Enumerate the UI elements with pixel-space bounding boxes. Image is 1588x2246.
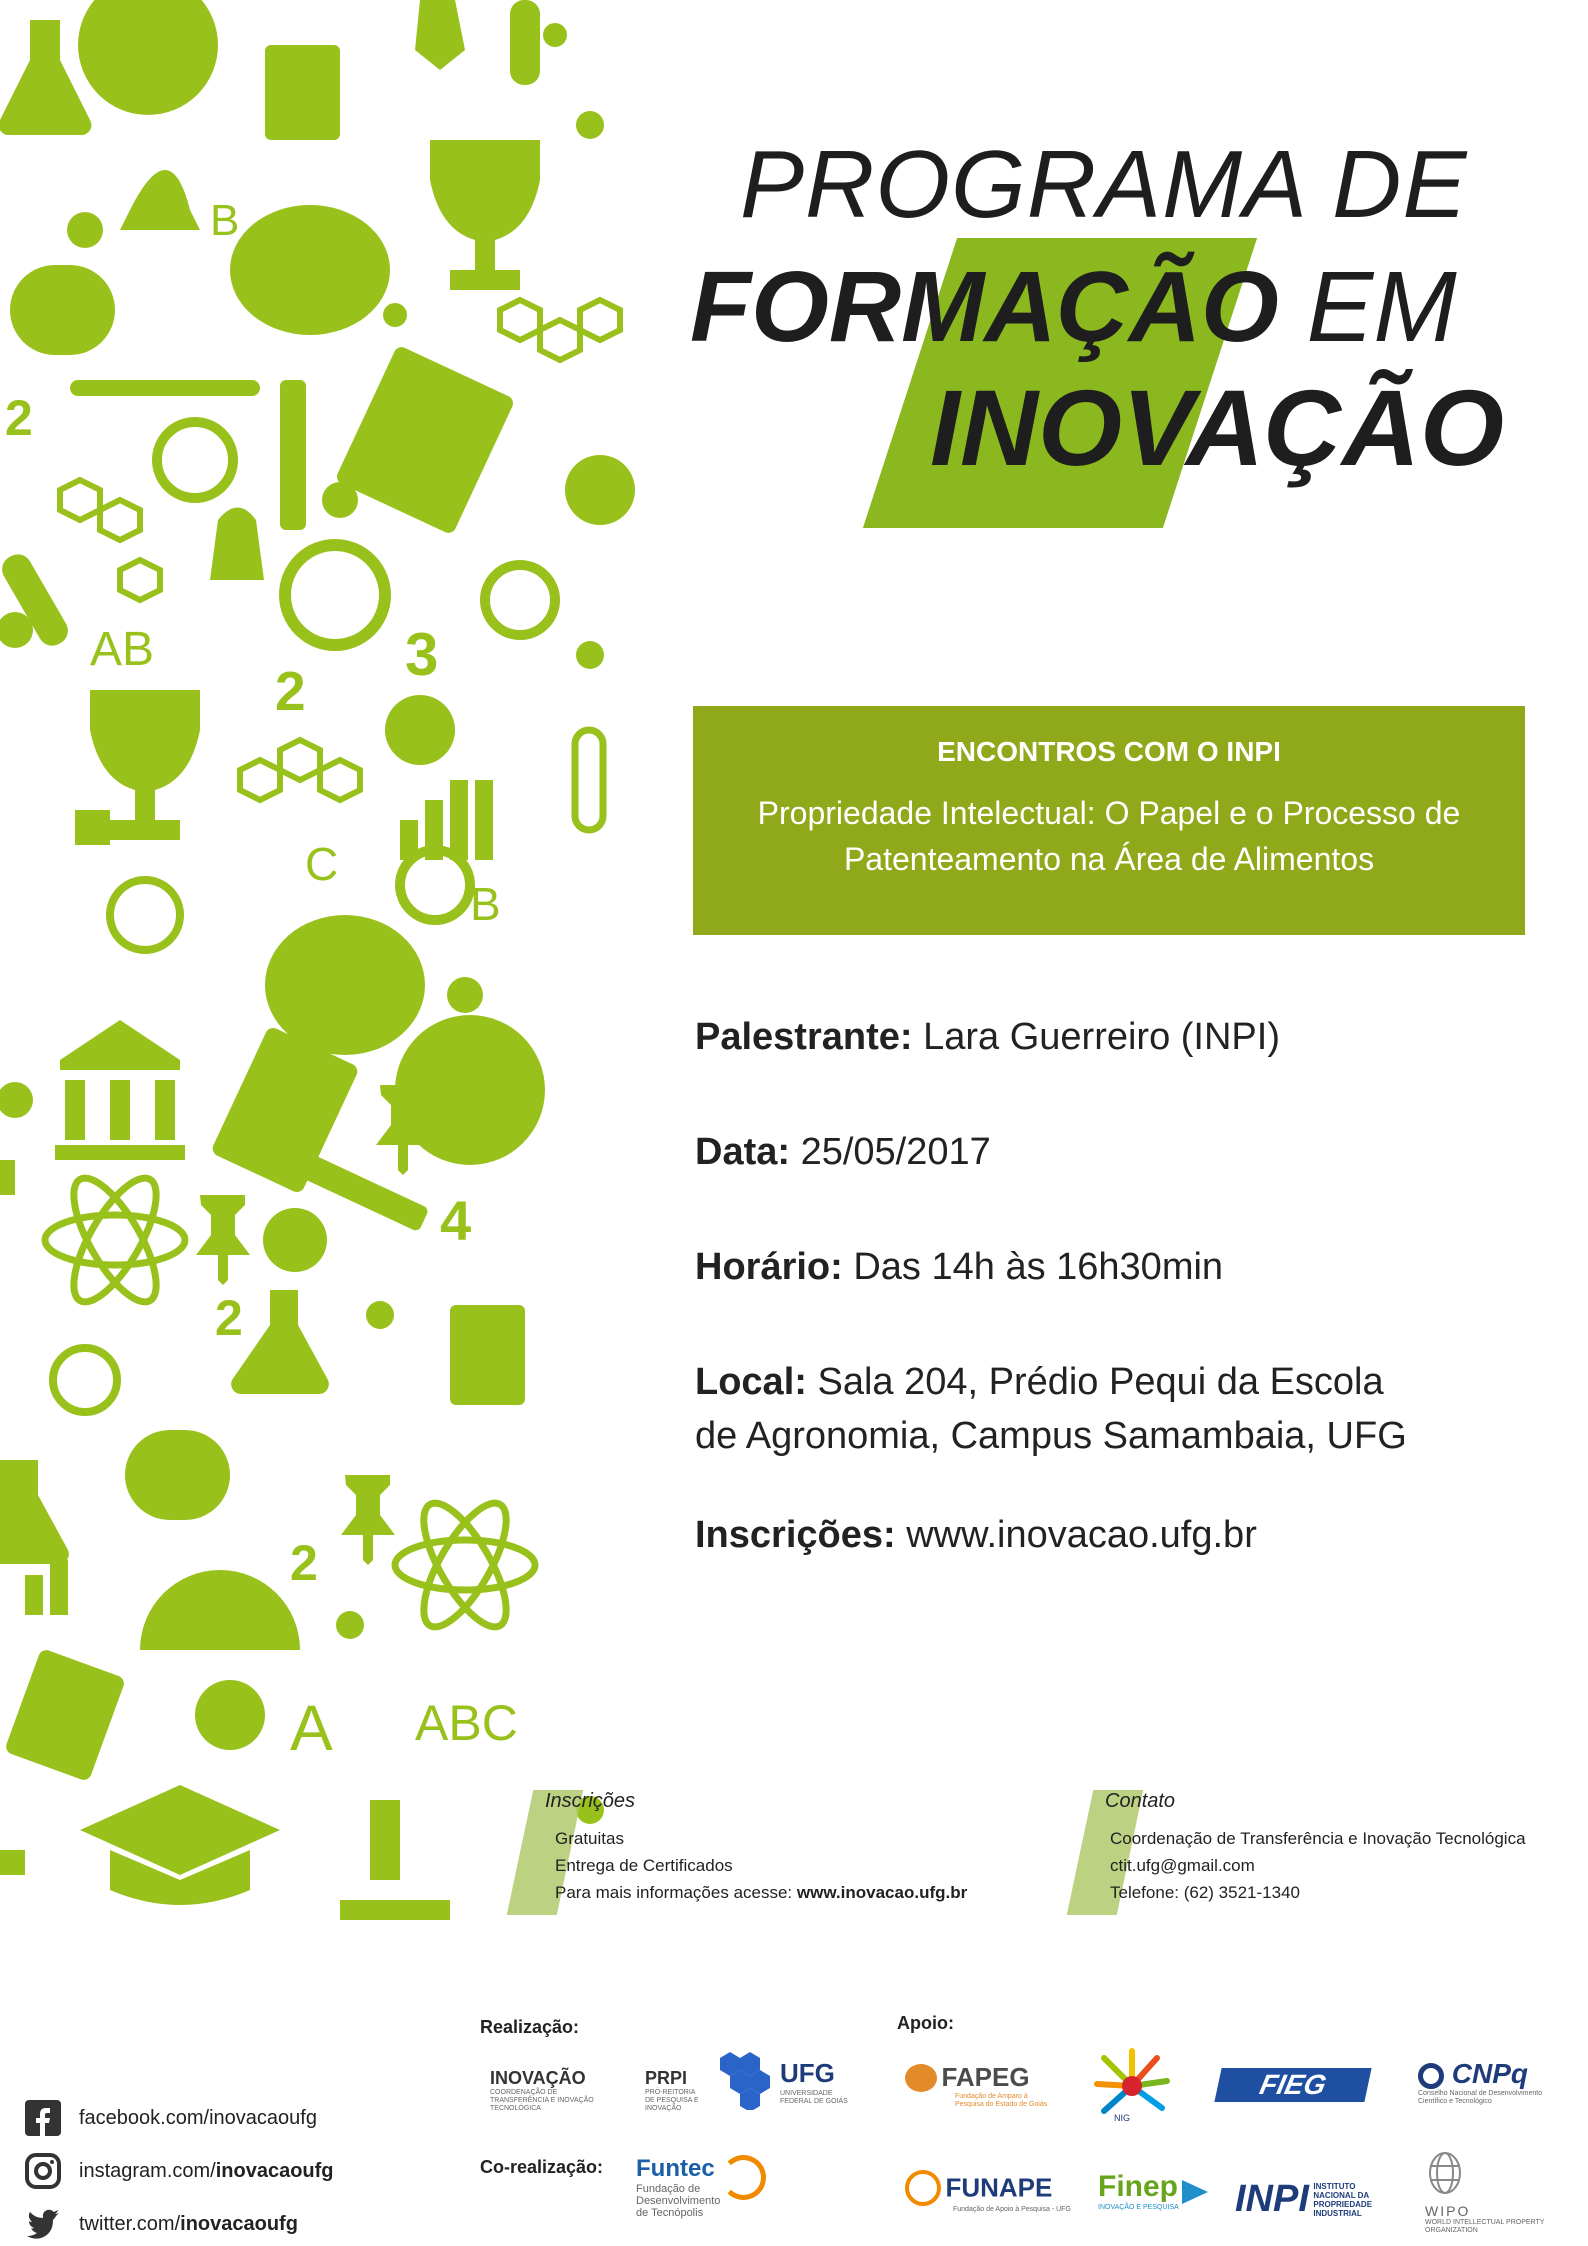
inpi-logo-subtext: INSTITUTO NACIONAL DA PROPRIEDADE INDUSTRIAL [1313,2181,1373,2218]
finep-logo-text: Finep [1098,2170,1178,2203]
date-value: 25/05/2017 [800,1131,991,1173]
svg-text:4: 4 [440,1189,472,1252]
time-label: Horário: [695,1246,843,1288]
contact-heading: Contato [1105,1790,1176,1812]
palette-icon [265,915,425,1055]
funape-mark-icon [905,2170,941,2206]
apple-icon [385,695,455,765]
nig-logo [1092,2046,1172,2126]
magnifier-icon [485,565,555,635]
trophy-icon [430,140,540,290]
event-subtitle-line-1: Propriedade Intelectual: O Papel e o Processo de [757,795,1461,831]
svg-text:ABC: ABC [415,1695,518,1751]
rocket-icon [415,0,465,70]
cnpq-mark-icon [1418,2063,1444,2089]
apple-icon [195,1680,265,1750]
svg-text:C: C [305,838,339,890]
registration-info-heading: Inscrições [545,1790,636,1812]
registration-info-link[interactable]: www.inovacao.ufg.br [796,1883,968,1902]
flask-icon [0,20,91,135]
fieg-logo [1214,2068,1371,2102]
inovacao-logo-text: INOVAÇÃO [490,2068,586,2088]
place-label: Local: [695,1361,807,1403]
flask-icon [231,1290,329,1394]
magnifier-icon [157,422,233,498]
registration-label: Inscrições: [695,1514,896,1556]
notebook-icon [4,1648,126,1782]
funtec-logo [636,2155,776,2219]
realizacao-label: Realização: [480,2017,580,2037]
cnpq-logo-label: CNPq [1451,2058,1529,2089]
inpi-logo [1235,2178,1415,2221]
funape-logo [905,2170,1075,2214]
square-icon [75,810,110,845]
facebook-link[interactable] [25,2100,317,2136]
pencil-icon [280,380,306,530]
pushpin-icon [196,1195,250,1285]
wipo-logo [1425,2148,1565,2235]
calculator-icon [265,45,340,140]
flask-icon [0,1460,69,1564]
contact-info [1080,1790,1580,1906]
nig-sunburst-icon [1092,2046,1172,2126]
title-line-1: PROGRAMA DE [740,131,1468,238]
contact-line: Coordenação de Transferência e Inovação Tecnológica [1110,1829,1526,1848]
inovacao-logo-subtext: COORDENAÇÃO DE TRANSFERÊNCIA E INOVAÇÃO TECNOLÓGICA [490,2089,594,2112]
corealizacao-label: Co-realização: [480,2157,604,2177]
cnpq-logo-text [1418,2058,1568,2090]
contact-email[interactable]: ctit.ufg@gmail.com [1110,1856,1255,1875]
title-line-2 [690,250,1457,365]
facebook-icon [25,2100,61,2136]
registration-info-line: Entrega de Certificados [555,1856,733,1875]
registration-info-line [555,1879,1040,1906]
inpi-logo-text: INPI [1235,2178,1309,2220]
apoio-label: Apoio: [897,2013,954,2033]
speaker-label: Palestrante: [695,1016,913,1058]
ufg-logo [715,2050,855,2110]
rocket-icon [210,508,264,581]
gear-icon [67,212,103,248]
prpi-logo-text: PRPI [645,2068,688,2088]
lightbulb-icon [110,880,180,950]
gear-icon [0,1082,33,1118]
time-row [695,1240,1555,1294]
svg-text:2: 2 [215,1290,243,1346]
wipo-logo-text: WIPO [1425,2203,1471,2219]
prpi-logo-subtext: PRÓ-REITORIA DE PESQUISA E INOVAÇÃO [645,2089,699,2112]
date-label: Data: [695,1131,791,1173]
twitter-link[interactable] [25,2206,298,2242]
ufg-logo-text: UFG [780,2058,835,2088]
fapeg-mark-icon [905,2064,937,2092]
finep-logo-subtext: INOVAÇÃO E PESQUISA [1098,2204,1179,2211]
square-icon [0,1160,15,1195]
svg-text:A: A [290,1692,333,1764]
test-tube-icon [510,0,540,85]
apple-icon [565,455,635,525]
lightbulb-icon [53,1348,117,1412]
twitter-prefix: twitter.com/ [79,2212,181,2235]
ufg-hexagons-icon [715,2050,775,2110]
facebook-prefix: facebook.com/ [79,2106,210,2129]
event-details [695,1010,1555,1623]
svg-text:AB: AB [90,623,155,676]
dot-icon [543,23,567,47]
funape-logo-subtext: Fundação de Apoio à Pesquisa - UFG [953,2206,1071,2213]
fieg-logo-text: FIEG [1257,2069,1330,2100]
registration-info-lines [555,1825,1040,1906]
registration-info [520,1790,1040,1906]
bell-icon [120,170,200,230]
funtec-logo-subtext: Fundação de Desenvolvimento de Tecnópolis [636,2183,721,2219]
calculator-icon [450,1305,525,1405]
wipo-globe-icon [1425,2148,1465,2198]
title-word-em: EM [1306,251,1457,363]
magnifier-icon [400,850,470,920]
globe-icon [78,0,218,115]
test-tube-icon [575,730,603,830]
place-value-line-1: Sala 204, Prédio Pequi da Escola [817,1361,1384,1403]
inovacao-logo [490,2068,605,2113]
microscope-icon [340,1800,450,1920]
date-row [695,1125,1555,1179]
nig-logo-text: NIG [1114,2113,1131,2123]
speaker-value: Lara Guerreiro (INPI) [923,1016,1280,1058]
gear-icon [322,482,358,518]
place-value-line-2: de Agronomia, Campus Samambaia, UFG [695,1415,1407,1457]
apple-icon [263,1208,327,1272]
event-series-title: ENCONTROS COM O INPI [937,736,1281,767]
cnpq-logo [1418,2058,1568,2106]
square-icon [0,1850,25,1875]
event-banner [693,706,1525,935]
registration-info-line: Gratuitas [555,1829,624,1848]
contact-lines [1110,1825,1580,1906]
registration-url[interactable]: www.inovacao.ufg.br [906,1514,1257,1556]
registration-info-text: Para mais informações acesse: [555,1883,793,1902]
title-line-3: INOVAÇÃO [930,367,1505,488]
speaker-row [695,1010,1555,1064]
fapeg-logo-text: FAPEG [941,2062,1030,2092]
prpi-logo [645,2068,705,2113]
museum-icon [55,1020,185,1160]
icon-pattern [0,0,660,1960]
event-subtitle-line-2: Patenteamento na Área de Alimentos [843,841,1375,877]
funtec-mark-icon [721,2155,766,2200]
dot-icon [576,641,604,669]
wipo-logo-subtext: WORLD INTELLECTUAL PROPERTY ORGANIZATION [1425,2219,1545,2234]
finep-arrow-icon [1182,2180,1208,2204]
pushpin-icon [341,1475,395,1565]
education-icons-pattern [0,0,660,1960]
event-subtitle [709,790,1509,882]
facebook-handle: inovacaoufg [209,2106,317,2129]
pencil-icon [70,380,260,396]
dot-icon [383,303,407,327]
funape-logo-text: FUNAPE [945,2172,1053,2203]
title-word-formacao: FORMAÇÃO [690,251,1279,363]
fapeg-logo-subtext: Fundação de Amparo à Pesquisa do Estado de Goiás [955,2093,1048,2108]
funtec-logo-text: Funtec [636,2155,715,2182]
document-icon [334,345,515,536]
svg-text:B: B [470,878,501,930]
svg-text:3: 3 [405,621,439,688]
svg-text:B: B [210,196,240,245]
instagram-handle: inovacaoufg [215,2159,334,2182]
time-value: Das 14h às 16h30min [853,1246,1224,1288]
graduation-cap-icon [80,1785,280,1905]
cnpq-logo-subtext: Conselho Nacional de Desenvolvimento Científico e Tecnológico [1418,2090,1543,2105]
protractor-icon [140,1570,300,1650]
fapeg-logo [905,2062,1055,2109]
contact-phone: Telefone: (62) 3521-1340 [1110,1883,1300,1902]
dot-icon [576,111,604,139]
instagram-prefix: instagram.com/ [79,2159,216,2182]
svg-text:2: 2 [275,660,306,722]
finep-logo [1098,2170,1228,2212]
palette-icon [230,205,390,335]
clock-icon [285,545,385,645]
chat-bubble-icon [125,1430,230,1520]
svg-text:2: 2 [290,1535,318,1591]
registration-row [695,1508,1555,1562]
ufg-logo-subtext: UNIVERSIDADE FEDERAL DE GOIÁS [780,2090,848,2105]
dot-icon [366,1301,394,1329]
twitter-icon [25,2206,61,2242]
instagram-icon [25,2153,61,2189]
chat-bubble-icon [10,265,115,355]
twitter-handle: inovacaoufg [180,2212,298,2235]
gear-icon [447,977,483,1013]
place-row [695,1355,1555,1463]
instagram-link[interactable] [25,2153,334,2189]
dot-icon [336,1611,364,1639]
svg-text:2: 2 [5,390,33,446]
bar-chart-icon [25,780,493,1615]
